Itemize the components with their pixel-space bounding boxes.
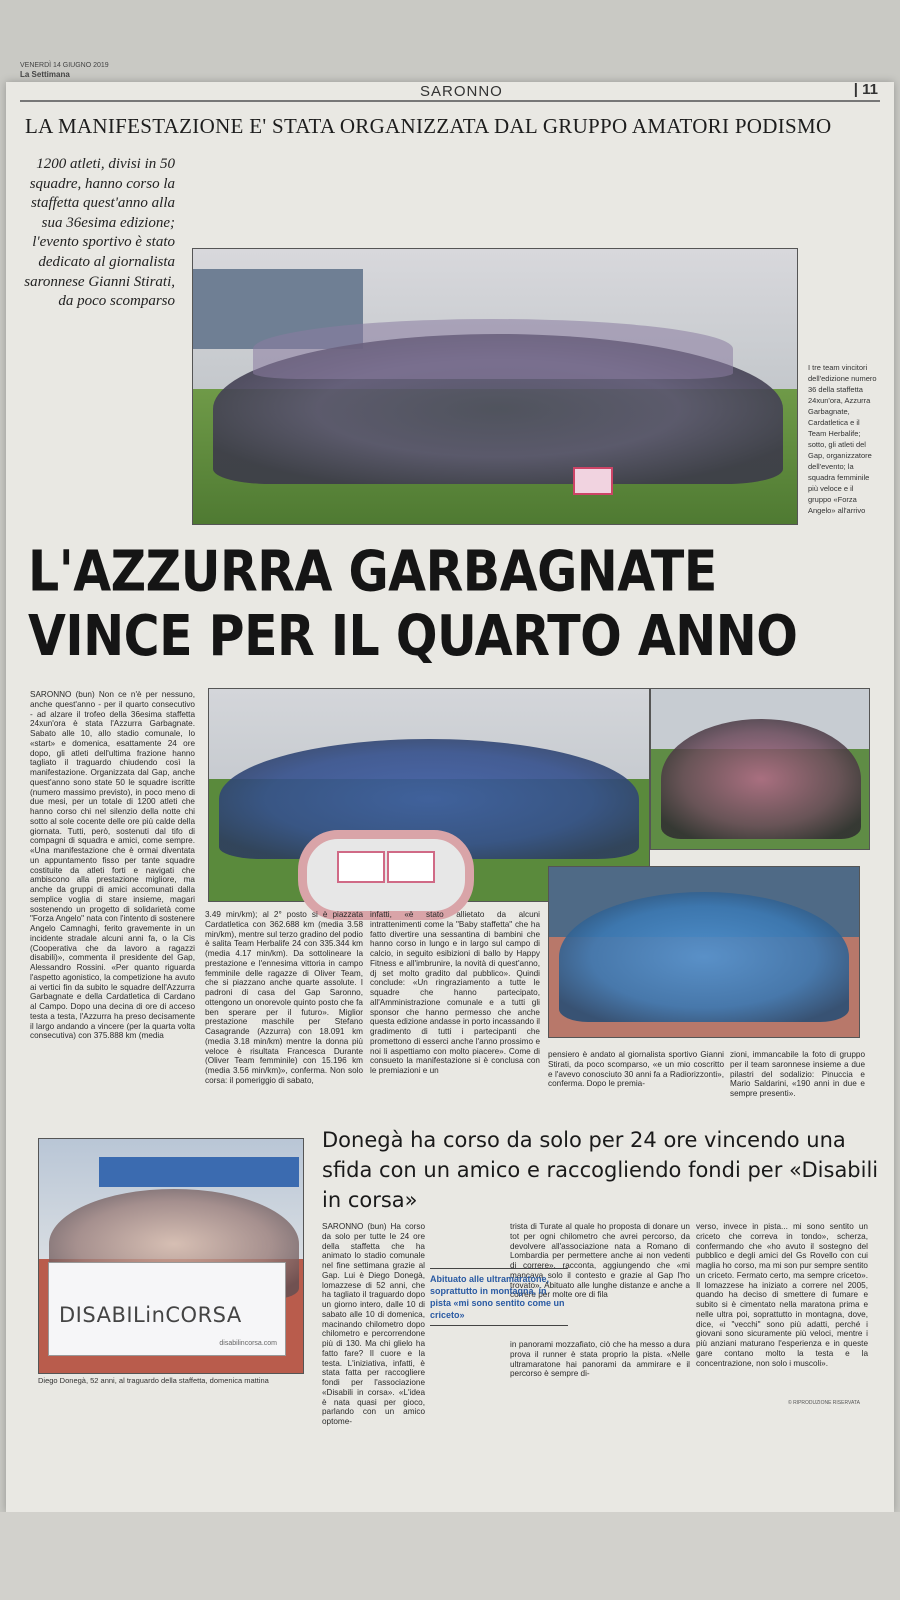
- desk-surface: [0, 1512, 900, 1600]
- banner-brand: DISABILinCORSA: [59, 1303, 242, 1327]
- issue-date: VENERDÌ 14 GIUGNO 2019: [20, 62, 109, 69]
- trophy-card: [573, 467, 613, 495]
- box-col-3: verso, invece in pista... mi sono sentito un criceto che correva in tondo», scherza, confermando che «ho avuto il sostegno del pubblico e degli amici del Gs Rovello con cui maglia ho corso, ma mi son pur sempre sentito un criceto. Fermato certo, ma sempre criceto». Il lomazzese ha iniziato a correre nel 2005, quando ha deciso di smettere di fumare e subito si è cimentato nella maratona prima e nelle ultra poi, soprattutto in montagna, dove, dice, «i "vecchi" sono più adatti, perché i giovani sono sicuramente più veloci, mentre i più anziani maturano l'esperienza e in queste gare contano molto la testa e la concentrazione, non solo i muscoli».: [696, 1222, 868, 1368]
- newspaper-name: La Settimana: [20, 70, 70, 79]
- pull-quote: Abituato alle ultramaratone, soprattutto in montagna, in pista «mi sono sentito come un criceto»: [430, 1268, 568, 1326]
- page-number: | 11: [853, 81, 878, 98]
- box-col-1: SARONNO (bun) Ha corso da solo per tutte le 24 ore della staffetta che ha animato lo stadio comunale nel fine settimana grazie al Gap. Lui è Diego Donegà, lomazzese di 52 anni, che ha tagliato il traguardo dopo un giorno intero, dalle 10 di sabato alle 10 di domenica, macinando chilometro dopo chilometro e percorrendone più di 130. Ma chi glielo ha fatto fare? Il cuore e la testa. L'iniziativa, infatti, è stata fatta per raccogliere fondi per l'associazione «Disabili in corsa». «L'idea è nata quasi per gioco, parlando con un amico optome-: [322, 1222, 425, 1426]
- box-col-2b: in panorami mozzafiato, ciò che ha messo a dura prova il runner è stata proprio la pista. «Nelle ultramaratone hai panorami da ammirare e il percorso è sempre di-: [510, 1340, 690, 1379]
- headline-line1: L'AZZURRA GARBAGNATE: [28, 538, 717, 605]
- donega-caption: Diego Donegà, 52 anni, al traguardo della staffetta, domenica mattina: [38, 1376, 269, 1385]
- copyright-credit: © RIPRODUZIONE RISERVATA: [788, 1400, 860, 1406]
- group-photo-winners: [192, 248, 798, 525]
- disabili-in-corsa-banner: [48, 1262, 286, 1356]
- article-col-1: SARONNO (bun) Non ce n'è per nessuno, anche quest'anno - per il quarto consecutivo - ad alzare il trofeo della 36esima staffetta 24xun'ora è stata l'Azzurra Garbagnate. Sabato alle 10, allo stadio comunale, lo «start» e domenica, esattamente 24 ore dopo, gli atleti dell'ultima frazione hanno tagliato il traguardo chiudendo così la manifestazione. Organizzata dal Gap, anche quest'anno sono state 50 le squadre iscritte (numero massimo previsto), in poco meno di due mesi, per un totale di 1200 atleti che hanno corso chi nel silenzio della notte chi sotto al sole cocente delle ore più calde della giornata. Tutti, però, sostenuti dal tifo di compagni di squadra e amici, come sempre. «Una manifestazione che è ormai diventata un appuntamento fisso per tante squadre costituite da atleti forti e navigati che ambiscono alla prestazione migliore, ma anche da gruppi di amici accomunati dalla semplice voglia di stare insieme, magari sostenendo un progetto di solidarietà come "Forza Angelo" nata con l'intento di sostenere Angelo Camnaghi, ferito gravemente in un incidente stradale alcuni anni fa, o la Cis (Cooperativa che da lavoro a ragazzi disabili)», commenta il presidente del Gap, Alessandro Rossini. «Per quanto riguarda l'aspetto agonistico, la competizione ha avuto ai vertici fin da subito le squadre dell'Azzurra Garbagnate e della Cardatletica di Cardano al Campo. Dopo una decina di ore di acceso testa a testa, l'Azzurra ha preso decisamente il largo andando a vincere (per la quarta volta consecutiva) con 375.888 km (media: [30, 690, 195, 1041]
- kicker-headline: LA MANIFESTAZIONE E' STATA ORGANIZZATA DAL GRUPPO AMATORI PODISMO: [25, 114, 832, 138]
- article-col-5: zioni, immancabile la foto di gruppo per il team saronnese insieme a due pilastri del sodalizio: Pinuccia e Mario Saldarini, «190 anni in due e sempre presenti».: [730, 1050, 865, 1098]
- banner-site: disabilincorsa.com: [219, 1340, 277, 1347]
- header-rule: [20, 100, 880, 102]
- finish-arch: [99, 1157, 299, 1187]
- box-col-2a: trista di Turate al quale ho proposta di donare un tot per ogni chilometro che avrei percorso, da devolvere all'associazione nata a Romano di Lombardia per permettere anche ai non vedenti di correre», racconta, aggiungendo che «mi mancava solo il contesto e grazie al Gap l'ho trovato». Abituato alle lunghe distanze e anche a correre per molte ore di fila: [510, 1222, 690, 1300]
- photo-forza-angelo: [548, 866, 860, 1038]
- photo-caption-side: I tre team vincitori dell'edizione numero 36 della staffetta 24xun'ora, Azzurra Garbagnate, Cardatletica e il Team Herbalife; sotto, gli atleti del Gap, organizzatore dell'evento; la squadra femminile più veloce e il gruppo «Forza Angelo» all'arrivo: [808, 363, 877, 515]
- intro-summary: 1200 atleti, divisi in 50 squadre, hanno corso la staffetta quest'anno alla sua 36esima edizione; l'evento sportivo è stato dedicato al giornalista saronnese Gianni Stirati, da poco scomparso: [24, 156, 175, 310]
- article-col-2: 3.49 min/km); al 2° posto si è piazzata Cardatletica con 362.688 km (media 3.58 min/km), mentre sul terzo gradino del podio è salita Team Herbalife 24 con 335.344 km (media 4.17 min/km). Da sottolineare la prestazione e l'ennesima vittoria in campo femminile delle ragazze di Oliver Team, che si piazzano anche quarte assolute. I padroni di casa del Gap Saronno, ottengono un onorevole quinto posto che fa ben sperare per il futuro». Miglior prestazione maschile per Stefano Casagrande (Azzurra) con 18.091 km (media 3.18 min/km) mentre la donna più veloce è risultata Francesca Durante (Oliver Team femminile) con 15.196 km (media 3.56 min/km)», conferma. Non solo corsa: il pomeriggio di sabato,: [205, 910, 363, 1085]
- article-col-4: pensiero è andato al giornalista sportivo Gianni Stirati, da poco scomparso, «e un mio coscritto e l'avevo conosciuto 30 anni fa a Radiorizzonti», conferma. Dopo le premia-: [548, 1050, 724, 1089]
- article-col-3: infatti, «è stato allietato da alcuni intrattenimenti come la "Baby staffetta" che ha fatto divertire una sessantina di bambini che hanno corso in lungo e in largo sul campo di calcio, in seguito esibizioni di ballo by Happy Fitness e all'imbrunire, la novità di quest'anno, dj set molto gradito dal pubblico». Quindi conclude: «Un ringraziamento a tutte le squadre che hanno partecipato, all'Amministrazione comunale e a tutti gli sponsor che hanno permesso che anche questa edizione andasse in porto incassando il gradimento di tutti i partecipanti che promettono di esserci anche l'anno prossimo e noi li aspettiamo con molto piacere». Come di consueto la manifestazione si è conclusa con le premiazioni e un: [370, 910, 540, 1075]
- box-headline: Donegà ha corso da solo per 24 ore vincendo una sfida con un amico e raccogliendo fondi per «Disabili in corsa»: [322, 1128, 879, 1212]
- track-card-left: [337, 851, 385, 883]
- photo-womens-team: [650, 688, 870, 850]
- main-headline: [28, 540, 888, 669]
- track-card-right: [387, 851, 435, 883]
- section-name: SARONNO: [420, 83, 503, 100]
- headline-line2: VINCE PER IL QUARTO ANNO: [28, 603, 798, 669]
- track-display: [298, 830, 474, 920]
